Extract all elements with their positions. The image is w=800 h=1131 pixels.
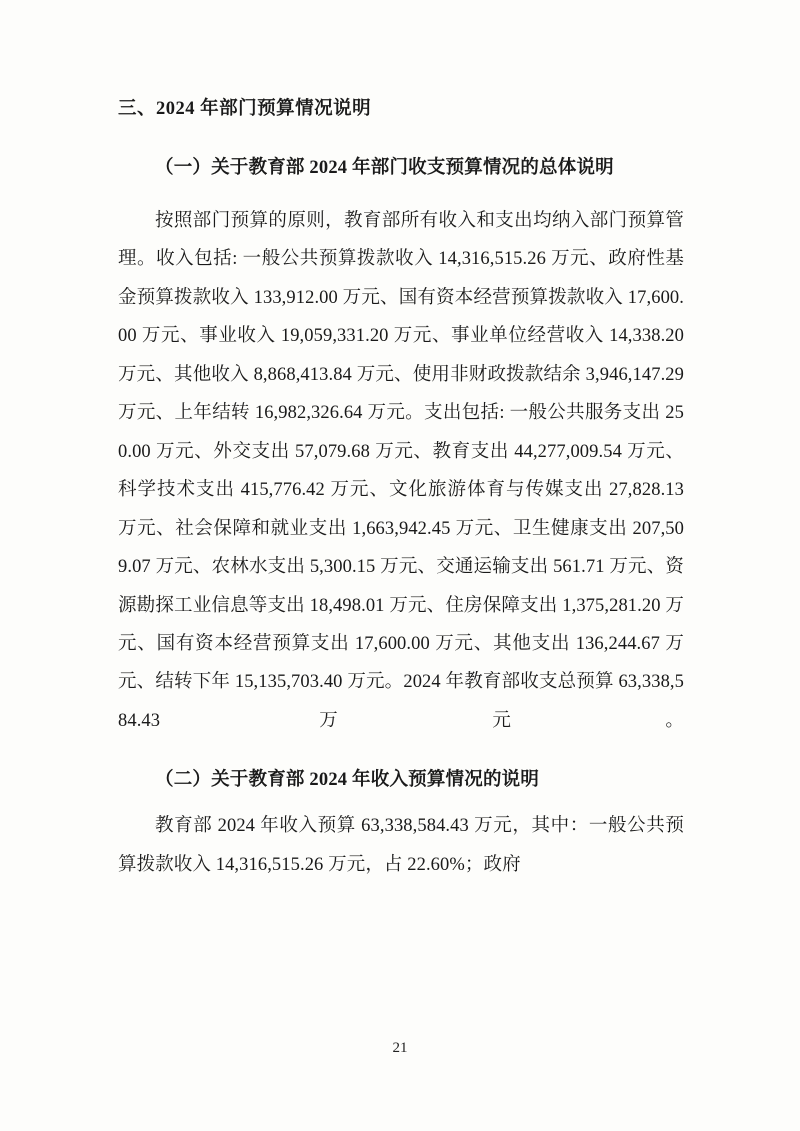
- subsection-1-heading: （一）关于教育部 2024 年部门收支预算情况的总体说明: [155, 157, 614, 178]
- page-number: 21: [392, 1040, 408, 1056]
- paragraph-2: 教育部 2024 年收入预算 63,338,584.43 万元，其中：一般公共预算拨款收入 14,316,515.26 万元，占 22.60%；政府: [118, 816, 684, 875]
- section-heading: 三、2024 年部门预算情况说明: [118, 99, 372, 119]
- paragraph-1: 按照部门预算的原则，教育部所有收入和支出均纳入部门预算管理。收入包括: 一般公共预算拨款收入 14,316,515.26 万元、政府性基金预算拨款收入 133,912.00 万元、国有资本经营预算拨款收入 17,600.00 万元、事业收入 19,059,331.20 万元、事业单位经营收入 14,338.20 万元、其他收入 8,868,413.84 万元、使用非财政拨款结余 3,946,147.29 万元、上年结转 16,982,326.64 万元。支出包括: 一般公共服务支出 250.00 万元、外交支出 57,079.68 万元、教育支出 44,277,009.54 万元、科学技术支出 415,776.42 万元、文化旅游体育与传媒支出 27,828.13 万元、社会保障和就业支出 1,663,942.45 万元、卫生健康支出 207,509.07 万元、农林水支出 5,300.15 万元、交通运输支出 561.71 万元、资源勘探工业信息等支出 18,498.01 万元、住房保障支出 1,375,281.20 万元、国有资本经营预算支出 17,600.00 万元、其他支出 136,244.67 万元、结转下年 15,135,703.40 万元。2024 年教育部收支总预算 63,338,584.43 万元。: [118, 210, 684, 731]
- subsection-2-heading: （二）关于教育部 2024 年收入预算情况的说明: [155, 770, 540, 791]
- page-content: [118, 96, 684, 888]
